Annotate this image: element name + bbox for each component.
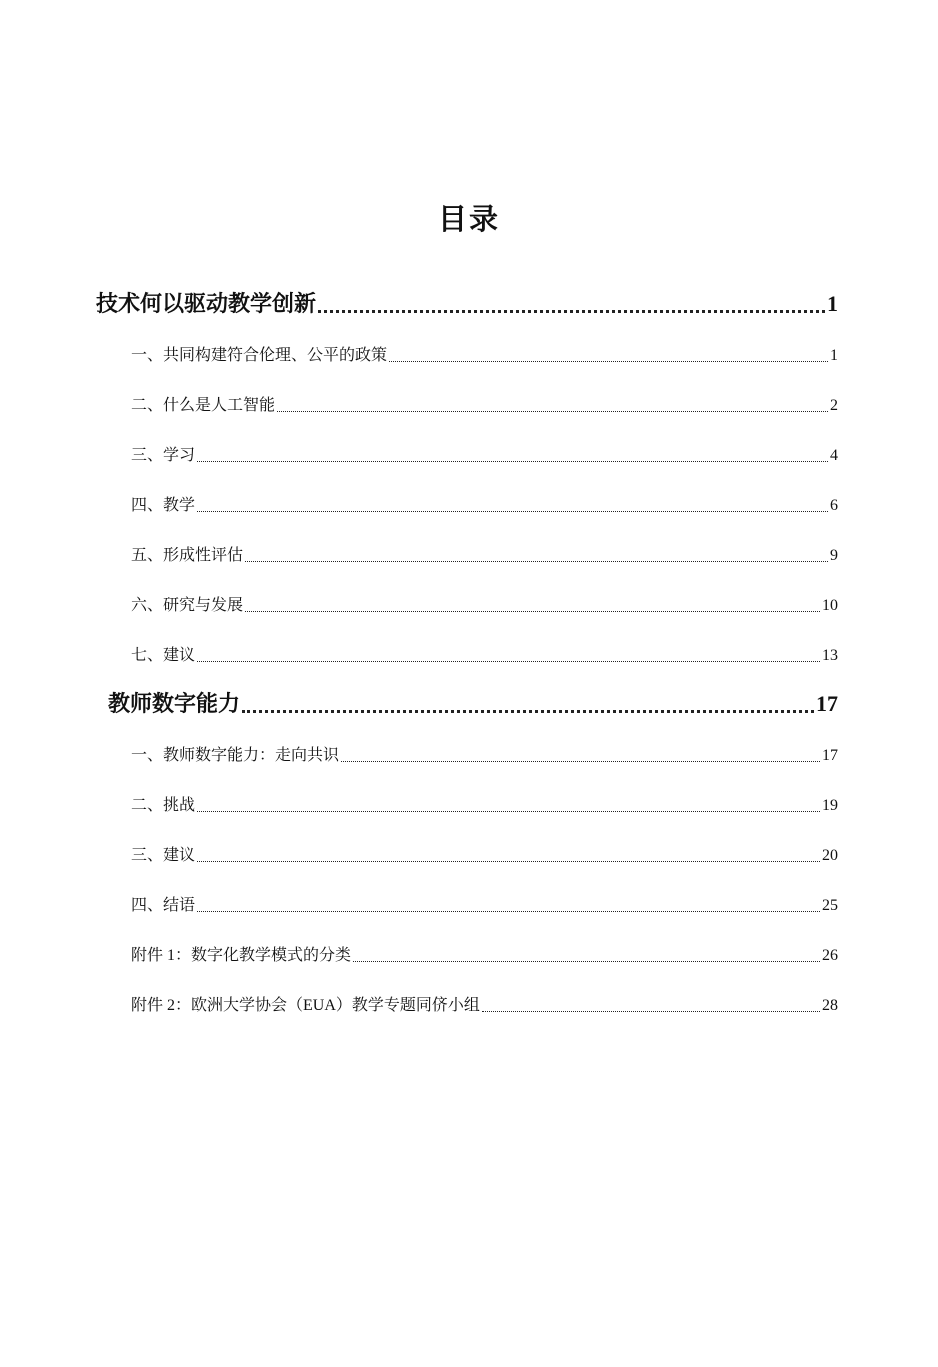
toc-entry[interactable] [131, 744, 838, 768]
toc-entry-label: 六、研究与发展 [131, 597, 244, 614]
toc-entry-label: 附件 2：欧洲大学协会（EUA）教学专题同侪小组 [131, 997, 480, 1014]
toc-entry-label: 二、什么是人工智能 [131, 397, 276, 414]
toc-page-number: 25 [822, 897, 838, 914]
toc-entry[interactable] [131, 894, 838, 918]
dot-leader [277, 394, 828, 418]
toc-entry[interactable] [131, 544, 838, 568]
toc-entry[interactable] [131, 794, 838, 818]
toc-page-number: 9 [830, 547, 838, 564]
toc-page-number: 17 [816, 691, 838, 716]
dot-leader [318, 287, 825, 321]
toc-section-1[interactable] [96, 287, 838, 321]
dot-leader [242, 687, 814, 721]
toc-page-number: 28 [822, 997, 838, 1014]
toc-entry-label: 七、建议 [131, 647, 196, 664]
dot-leader [341, 744, 820, 768]
toc-entry-label: 三、建议 [131, 847, 196, 864]
toc-entry[interactable] [131, 844, 838, 868]
dot-leader [353, 944, 820, 968]
toc-entry[interactable] [131, 444, 838, 468]
toc-page-number: 19 [822, 797, 838, 814]
toc-entry-label: 附件 1：数字化教学模式的分类 [131, 947, 352, 964]
dot-leader [197, 494, 828, 518]
toc-page-number: 10 [822, 597, 838, 614]
dot-leader [197, 844, 820, 868]
dot-leader [245, 594, 820, 618]
toc-section-label: 教师数字能力 [108, 691, 241, 716]
toc-section-2[interactable] [108, 687, 838, 721]
toc-entry-label: 二、挑战 [131, 797, 196, 814]
toc-entry[interactable] [131, 644, 838, 668]
toc-entry-label: 五、形成性评估 [131, 547, 244, 564]
dot-leader [197, 644, 820, 668]
dot-leader [197, 894, 820, 918]
toc-page-number: 2 [830, 397, 838, 414]
toc-entry-label: 一、共同构建符合伦理、公平的政策 [131, 347, 388, 364]
toc-entry[interactable] [131, 944, 838, 968]
dot-leader [482, 994, 820, 1018]
toc-section-label: 技术何以驱动教学创新 [96, 291, 317, 316]
toc-entry-label: 四、结语 [131, 897, 196, 914]
toc-page-number: 26 [822, 947, 838, 964]
dot-leader [197, 444, 828, 468]
toc-entry[interactable] [131, 344, 838, 368]
dot-leader [197, 794, 820, 818]
toc-page-number: 6 [830, 497, 838, 514]
toc-entry[interactable] [131, 594, 838, 618]
toc-page-number: 17 [822, 747, 838, 764]
toc-entry[interactable] [131, 394, 838, 418]
toc-page-number: 1 [827, 291, 838, 316]
dot-leader [245, 544, 828, 568]
toc-entry-label: 三、学习 [131, 447, 196, 464]
toc-entry-label: 一、教师数字能力：走向共识 [131, 747, 340, 764]
toc-page-number: 13 [822, 647, 838, 664]
toc-page-number: 1 [830, 347, 838, 364]
page-title: 目录 [437, 204, 500, 236]
toc-page-number: 20 [822, 847, 838, 864]
toc-page-number: 4 [830, 447, 838, 464]
toc-entry-label: 四、教学 [131, 497, 196, 514]
toc-entry[interactable] [131, 494, 838, 518]
dot-leader [389, 344, 828, 368]
toc-entry[interactable] [131, 994, 838, 1018]
